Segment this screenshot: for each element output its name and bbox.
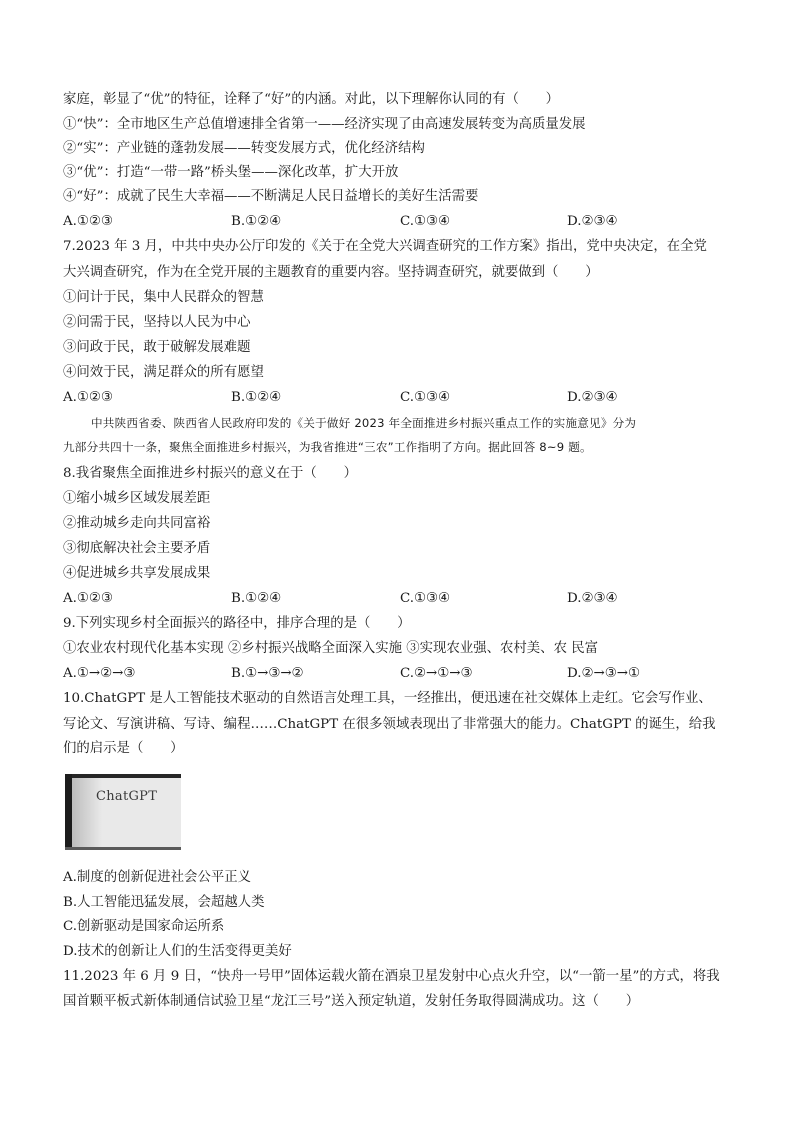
chatgpt-figure bbox=[65, 774, 181, 850]
q9-option-c: C.②→①→③ bbox=[400, 666, 473, 681]
q7-option-d: D.②③④ bbox=[567, 390, 618, 405]
q6-item-2: ②“实”：产业链的蓬勃发展——转变发展方式，优化经济结构 bbox=[63, 141, 425, 156]
q9-stem: 9.下列实现乡村全面振兴的路径中，排序合理的是（ ） bbox=[63, 616, 411, 631]
q6-stem: 家庭，彰显了“优”的特征，诠释了“好”的内涵。对此，以下理解你认同的有（ ） bbox=[63, 92, 560, 107]
q8-option-b: B.①②④ bbox=[231, 591, 282, 606]
q9-option-b: B.①→③→② bbox=[231, 666, 304, 681]
q6-option-b: B.①②④ bbox=[231, 214, 282, 229]
q7-stem-line-2: 大兴调查研究，作为在全党开展的主题教育的重要内容。坚持调查研究，就要做到（ ） bbox=[63, 265, 599, 280]
q6-option-a: A.①②③ bbox=[63, 214, 113, 229]
q7-item-1: ①问计于民，集中人民群众的智慧 bbox=[63, 290, 264, 305]
q10-stem-line-1: 10.ChatGPT 是人工智能技术驱动的自然语言处理工具，一经推出，便迅速在社交媒体上走红。它会写作业、 bbox=[63, 691, 712, 706]
q7-item-4: ④问效于民，满足群众的所有愿望 bbox=[63, 365, 264, 380]
material-8-9 bbox=[63, 411, 733, 459]
q11-stem-line-2: 国首颗平板式新体制通信试验卫星“龙江三号”送入预定轨道，发射任务取得圆满成功。这（ ） bbox=[63, 994, 640, 1009]
material-line-1: 中共陕西省委、陕西省人民政府印发的《关于做好 2023 年全面推进乡村振兴重点工作的实施意见》分为 bbox=[91, 416, 637, 430]
q10-option-c: C.创新驱动是国家命运所系 bbox=[63, 919, 225, 934]
q8-item-2: ②推动城乡走向共同富裕 bbox=[63, 516, 211, 531]
q7-option-a: A.①②③ bbox=[63, 390, 113, 405]
q9-items: ①农业农村现代化基本实现 ②乡村振兴战略全面深入实施 ③实现农业强、农村美、农 民富 bbox=[63, 641, 599, 656]
q7-option-c: C.①③④ bbox=[400, 390, 451, 405]
q10-stem-line-3: 们的启示是（ ） bbox=[63, 741, 184, 756]
q6-item-4: ④“好”：成就了民生大幸福——不断满足人民日益增长的美好生活需要 bbox=[63, 189, 479, 204]
q8-option-d: D.②③④ bbox=[567, 591, 618, 606]
q6-option-d: D.②③④ bbox=[567, 214, 618, 229]
q8-item-4: ④促进城乡共享发展成果 bbox=[63, 566, 211, 581]
q6-item-3: ③“优”：打造“一带一路”桥头堡——深化改革，扩大开放 bbox=[63, 165, 399, 180]
q6-option-c: C.①③④ bbox=[400, 214, 451, 229]
q9-option-a: A.①→②→③ bbox=[63, 666, 136, 681]
q8-item-3: ③彻底解决社会主要矛盾 bbox=[63, 541, 211, 556]
q8-stem: 8.我省聚焦全面推进乡村振兴的意义在于（ ） bbox=[63, 466, 357, 481]
q6-item-1: ①“快”：全市地区生产总值增速排全省第一——经济实现了由高速发展转变为高质量发展 bbox=[63, 117, 586, 132]
q8-item-1: ①缩小城乡区域发展差距 bbox=[63, 491, 211, 506]
material-line-2: 九部分共四十一条，聚焦全面推进乡村振兴，为我省推进“三农”工作指明了方向。据此回答 8~9 题。 bbox=[63, 440, 592, 454]
q10-option-a: A.制度的创新促进社会公平正义 bbox=[63, 870, 252, 885]
q10-stem-line-2: 写论文、写演讲稿、写诗、编程……ChatGPT 在很多领域表现出了非常强大的能力。ChatGPT 的诞生，给我 bbox=[63, 717, 716, 732]
q7-item-3: ③问政于民，敢于破解发展难题 bbox=[63, 340, 251, 355]
q9-option-d: D.②→③→① bbox=[567, 666, 640, 681]
q10-option-d: D.技术的创新让人们的生活变得更美好 bbox=[63, 944, 292, 959]
q11-stem-line-1: 11.2023 年 6 月 9 日，“快舟一号甲”固体运载火箭在酒泉卫星发射中心点火升空，以“一箭一星”的方式，将我 bbox=[63, 969, 720, 984]
chatgpt-figure-label: ChatGPT bbox=[96, 789, 158, 804]
q7-stem-line-1: 7.2023 年 3 月，中共中央办公厅印发的《关于在全党大兴调查研究的工作方案》指出，党中央决定，在全党 bbox=[63, 239, 707, 254]
q8-option-c: C.①③④ bbox=[400, 591, 451, 606]
q7-option-b: B.①②④ bbox=[231, 390, 282, 405]
q7-item-2: ②问需于民，坚持以人民为中心 bbox=[63, 315, 251, 330]
q8-option-a: A.①②③ bbox=[63, 591, 113, 606]
q10-option-b: B.人工智能迅猛发展，会超越人类 bbox=[63, 895, 265, 910]
